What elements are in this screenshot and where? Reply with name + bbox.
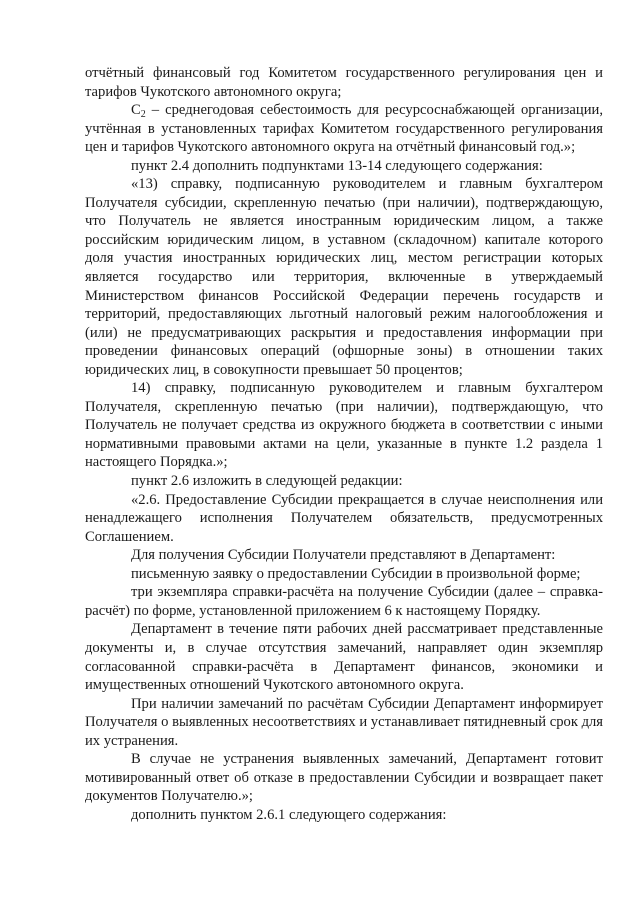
paragraph-5: 14) справку, подписанную руководителем и главным бухгалтером Получателя, скрепленную печатью (при наличии), подтверждающую, что Получатель не получает средства из окружного бюджета в соответствии с иными нормативными правовыми актами на цели, указанные в пункте 1.2 раздела 1 настоящего Порядка.»; [85, 380, 603, 471]
c2-subscript: 2 [140, 109, 146, 121]
paragraph-12: При наличии замечаний по расчётам Субсидии Департамент информирует Получателя о выявленных несоответствиях и устанавливает пятидневный срок для их устранения. [85, 695, 603, 749]
paragraph-6: пункт 2.6 изложить в следующей редакции: [131, 473, 403, 490]
paragraph-7: «2.6. Предоставление Субсидии прекращается в случае неисполнения или ненадлежащего исполнения Получателем обязательств, предусмотренных Соглашением. [85, 491, 603, 545]
document-page [85, 64, 603, 824]
paragraph-9: письменную заявку о предоставлении Субсидии в произвольной форме; [131, 565, 581, 582]
paragraph-1: отчётный финансовый год Комитетом государственного регулирования цен и тарифов Чукотского автономного округа; [85, 65, 603, 100]
paragraph-14: дополнить пунктом 2.6.1 следующего содержания: [131, 806, 447, 823]
paragraph-2 [85, 101, 603, 157]
c2-symbol: C [131, 102, 141, 119]
paragraph-10: три экземпляра справки-расчёта на получение Субсидии (далее – справка-расчёт) по форме, установленной приложением 6 к настоящему Порядку. [85, 584, 603, 619]
paragraph-11: Департамент в течение пяти рабочих дней рассматривает представленные документы и, в случае отсутствия замечаний, направляет один экземпляр согласованной справки-расчёта в Департамент финансов, экономики и имущественных отношений Чукотского автономного округа. [85, 621, 603, 694]
paragraph-8: Для получения Субсидии Получатели представляют в Департамент: [131, 547, 556, 564]
paragraph-3: пункт 2.4 дополнить подпунктами 13-14 следующего содержания: [131, 157, 543, 174]
paragraph-2-text: – среднегодовая себестоимость для ресурсоснабжающей организации, учтённая в установленных тарифах Комитетом государственного регулирования цен и тарифов Чукотского автономного округа на отчётный финансовый год.»; [85, 102, 603, 156]
paragraph-4: «13) справку, подписанную руководителем и главным бухгалтером Получателя субсидии, скрепленную печатью (при наличии), подтверждающую, что Получатель не является иностранным юридическим лицом, а также российским юридическим лицом, в уставном (складочном) капитале которого доля участия иностранных юридических лиц, местом регистрации которых является государство или территория, включенные в утверждаемый Министерством финансов Российской Федерации перечень государств и территорий, предоставляющих льготный налоговый режим налогообложения и (или) не предусматривающих раскрытия и предоставления информации при проведении финансовых операций (офшорные зоны) в отношении таких юридических лиц, в совокупности превышает 50 процентов; [85, 176, 603, 378]
paragraph-13: В случае не устранения выявленных замечаний, Департамент готовит мотивированный ответ об отказе в предоставлении Субсидии и возвращает пакет документов Получателю.»; [85, 751, 603, 805]
